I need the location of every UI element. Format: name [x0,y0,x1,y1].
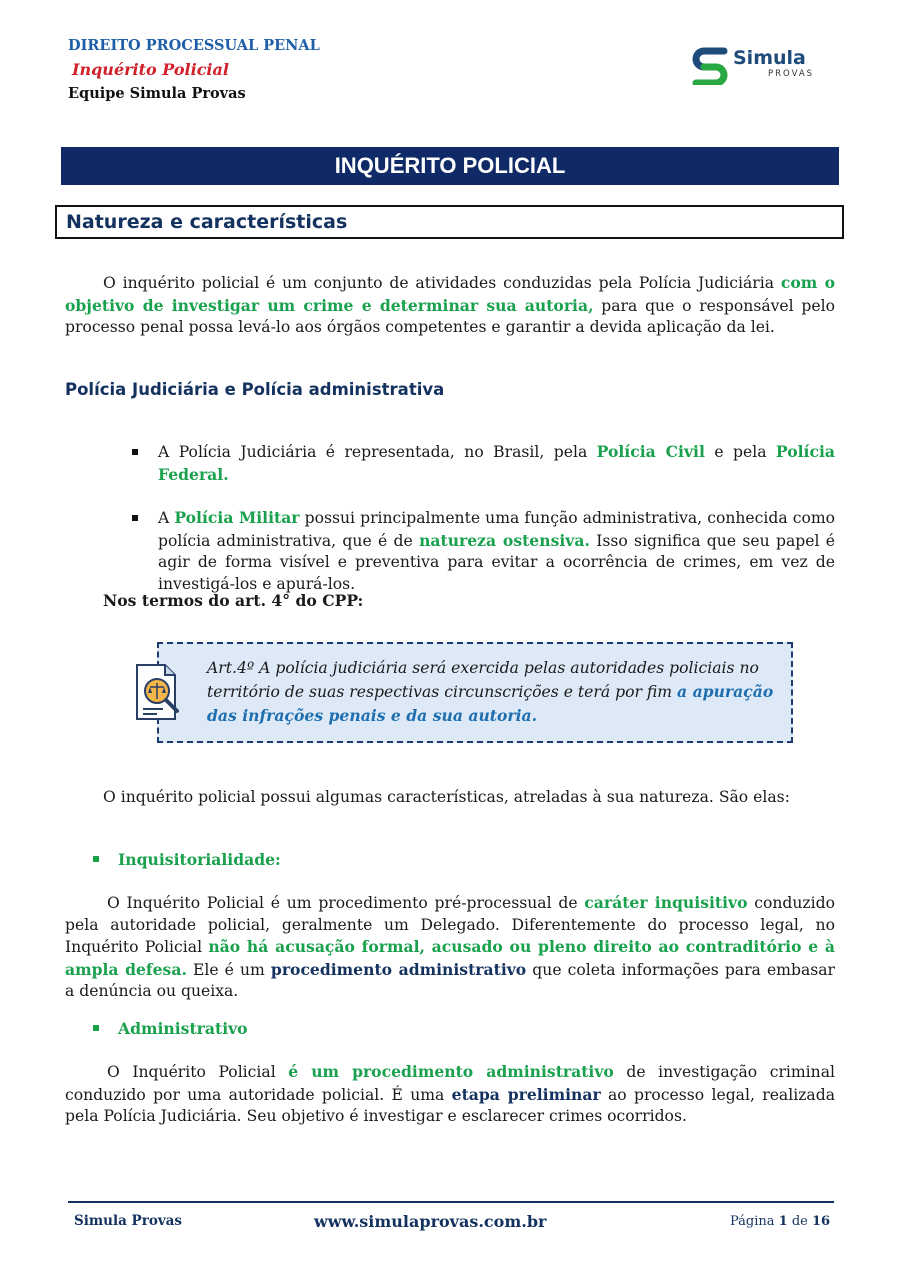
logo-sub: PROVAS [768,69,815,79]
logo-name: Simula [733,47,806,69]
list-item: A Polícia Judiciária é representada, no Brasil, pela Polícia Civil e pela Polícia Federal. [130,441,835,486]
intro-paragraph: O inquérito policial é um conjunto de atividades conduzidas pela Polícia Judiciária com o objetivo de investigar um crime e determinar sua autoria, para que o responsável pelo processo penal possa levá-lo aos órgãos competentes e garantir a devida aplicação da lei. [65,273,835,336]
characteristic-heading: Administrativo [93,1019,248,1038]
police-bullet-list [130,441,835,595]
bullet-square-icon [132,515,138,521]
footer-brand: Simula Provas [74,1213,183,1229]
subheading: Polícia Judiciária e Polícia administrativa [65,380,445,399]
bullet-square-icon [93,1025,99,1031]
characteristic-heading: Inquisitorialidade: [93,850,281,869]
header-topic: Inquérito Policial [72,60,229,79]
simula-logo-icon [690,45,730,85]
characteristic-paragraph: O Inquérito Policial é um procedimento administrativo de investigação criminal conduzido por uma autoridade policial. É uma etapa preliminar ao processo legal, realizada pela Polícia Judiciária. Seu objetivo é investigar e esclarecer crimes ocorridos. [65,1062,835,1125]
intro-highlight: com o objetivo de investigar um crime e determinar sua autoria, [65,273,835,315]
characteristic-paragraph: O Inquérito Policial é um procedimento pré-processual de caráter inquisitivo conduzido pela autoridade policial, geralmente um Delegado. Diferentemente do processo legal, no Inquérito Policial não há acusação formal, acusado ou pleno direito ao contraditório e à ampla defesa. Ele é um procedimento administrativo que coleta informações para embasar a denúncia ou queixa. [65,893,836,1000]
characteristics-intro: O inquérito policial possui algumas características, atreladas à sua natureza. São elas: [103,788,790,806]
law-quote-box [157,642,793,743]
simula-logo [690,45,820,85]
page-number: Página 1 de 16 [730,1214,831,1229]
law-quote-text: Art.4º A polícia judiciária será exercida pelas autoridades policiais no território de suas respectivas circunscrições e terá por fim a apuração das infrações penais e da sua autoria. [207,659,774,725]
page-title: INQUÉRITO POLICIAL [61,147,839,185]
law-reference: Nos termos do art. 4° do CPP: [103,591,364,610]
header-team: Equipe Simula Provas [68,85,246,102]
footer-url[interactable]: www.simulaprovas.com.br [314,1212,547,1231]
section-title: Natureza e características [55,205,844,239]
legal-document-icon [133,663,189,725]
list-item: A Polícia Militar possui principalmente uma função administrativa, conhecida como polícia administrativa, que é de natureza ostensiva. Isso significa que seu papel é agir de forma visível e preventiva para evitar a ocorrência de crimes, em vez de investigá-los e apurá-los. [130,507,835,595]
bullet-square-icon [132,449,138,455]
footer-divider [68,1201,834,1203]
header-subject: DIREITO PROCESSUAL PENAL [68,37,320,54]
bullet-square-icon [93,856,99,862]
